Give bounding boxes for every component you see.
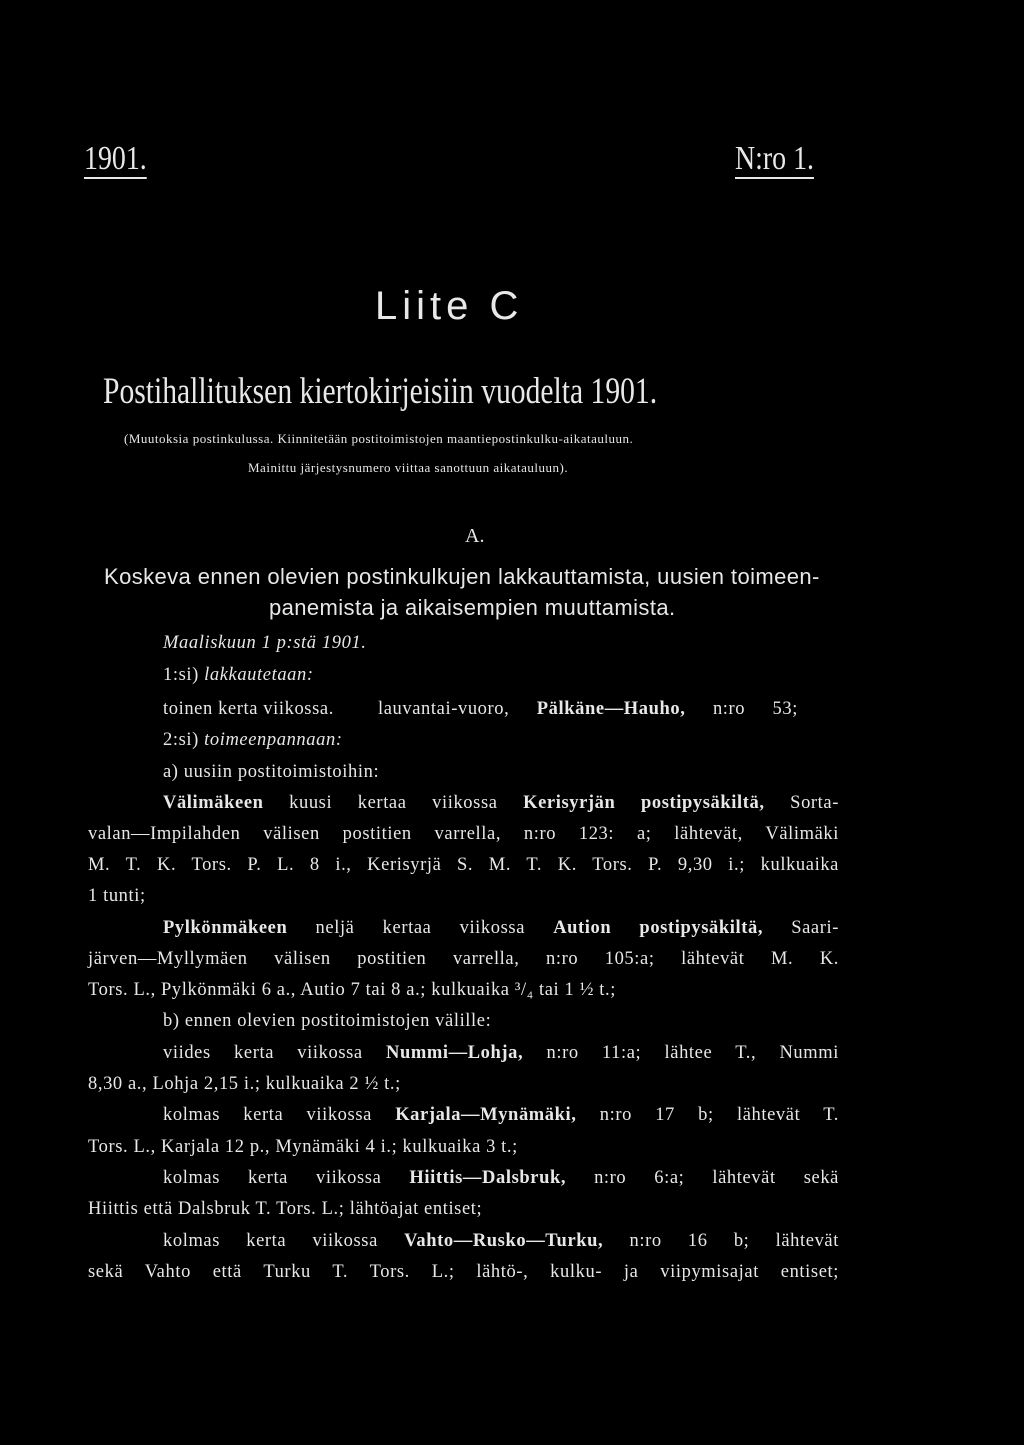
bold-text-segment: Hiittis—Dalsbruk, <box>409 1168 567 1188</box>
text-line <box>88 886 146 907</box>
section-heading-line-1: Koskeva ennen olevien postinkulkujen lakkauttamista, uusien toimeen- <box>104 564 820 589</box>
header-year: 1901. <box>84 140 147 177</box>
header-number: N:ro 1. <box>735 140 814 177</box>
note-line-1: (Muutoksia postinkulussa. Kiinnitetään postitoimistojen maantiepostinkulku-aikatauluun. <box>124 431 634 446</box>
note-line-2: Mainittu järjestysnumero viittaa sanottuun aikatauluun). <box>248 460 569 475</box>
section-date: Maaliskuun 1 p:stä 1901. <box>163 633 367 653</box>
bold-text-segment: Karjala—Mynämäki, <box>395 1105 577 1125</box>
text-segment: valan—Impilahden välisen postitien varrella, n:ro 123: a; lähtevät, Välimäki <box>88 824 839 844</box>
text-segment: n:ro 53; <box>685 699 799 719</box>
bold-text-segment: Vahto—Rusko—Turku, <box>404 1231 604 1251</box>
text-segment: neljä kertaa viikossa <box>287 918 554 938</box>
text-segment: M. T. K. Tors. P. L. 8 i., Kerisyrjä S. M. T. K. Tors. P. 9,30 i.; kulkuaika <box>88 855 839 875</box>
text-segment: n:ro 6:a; lähtevät sekä <box>566 1168 839 1188</box>
text-segment: sekä Vahto että Turku T. Tors. L.; lähtö-, kulku- ja viipymisajat entiset; <box>88 1262 839 1282</box>
text-line <box>378 699 798 720</box>
text-line <box>163 762 379 783</box>
text-segment: 1 tunti; <box>88 886 146 906</box>
text-segment: Tors. L., Pylkönmäki 6 a., Autio 7 tai 8 a.; kulkuaika ³/₄ tai 1 ½ t.; <box>88 980 616 1000</box>
text-line <box>163 1011 491 1032</box>
text-segment: n:ro 16 b; lähtevät <box>603 1231 839 1251</box>
text-line <box>163 1043 839 1064</box>
text-segment: n:ro 11:a; lähtee T., Nummi <box>523 1043 839 1063</box>
text-line <box>88 1199 482 1220</box>
text-line <box>163 793 839 814</box>
text-segment: a) uusiin postitoimistoihin: <box>163 762 380 782</box>
bold-text-segment: Välimäkeen <box>163 793 264 813</box>
text-line <box>88 1137 518 1158</box>
text-segment: toimeenpannaan: <box>204 730 343 750</box>
text-segment: 2:si) <box>163 730 205 750</box>
appendix-title: Liite C <box>375 284 524 328</box>
text-segment: kolmas kerta viikossa <box>163 1168 410 1188</box>
text-line <box>163 918 839 939</box>
text-segment: järven—Myllymäen välisen postitien varrella, n:ro 105:a; lähtevät M. K. <box>88 949 839 969</box>
text-line <box>88 1074 401 1095</box>
text-segment: Tors. L., Karjala 12 p., Mynämäki 4 i.; kulkuaika 3 t.; <box>88 1137 518 1157</box>
text-segment: 8,30 a., Lohja 2,15 i.; kulkuaika 2 ½ t.; <box>88 1074 401 1094</box>
text-segment: viides kerta viikossa <box>163 1043 386 1063</box>
text-line <box>88 824 839 845</box>
text-segment: toinen kerta viikossa. <box>163 699 334 719</box>
document-subtitle: Postihallituksen kiertokirjeisiin vuodelta 1901. <box>103 371 658 412</box>
bold-text-segment: Aution postipysäkiltä, <box>553 918 764 938</box>
text-line <box>163 730 343 751</box>
text-segment: n:ro 17 b; lähtevät T. <box>576 1105 839 1125</box>
bold-text-segment: Kerisyrjän postipysäkiltä, <box>523 793 765 813</box>
text-line <box>163 665 314 686</box>
section-letter: A. <box>465 525 485 547</box>
text-segment: Saari- <box>763 918 839 938</box>
text-segment: lakkautetaan: <box>204 665 314 685</box>
text-line <box>163 1231 839 1252</box>
text-segment: 1:si) <box>163 665 205 685</box>
text-line <box>88 949 839 970</box>
text-segment: Sorta- <box>764 793 839 813</box>
text-line <box>88 855 839 876</box>
section-heading-line-2: panemista ja aikaisempien muuttamista. <box>269 595 676 620</box>
text-segment: Hiittis että Dalsbruk T. Tors. L.; lähtöajat entiset; <box>88 1199 483 1219</box>
text-segment: kuusi kertaa viikossa <box>263 793 524 813</box>
text-line <box>163 699 334 720</box>
text-line <box>163 1168 839 1189</box>
text-segment: kolmas kerta viikossa <box>163 1231 405 1251</box>
bold-text-segment: Nummi—Lohja, <box>386 1043 524 1063</box>
text-segment: b) ennen olevien postitoimistojen välille: <box>163 1011 492 1031</box>
text-line <box>88 980 616 1001</box>
text-line <box>163 1105 839 1126</box>
bold-text-segment: Pälkäne—Hauho, <box>536 699 686 719</box>
text-segment: lauvantai-vuoro, <box>378 699 537 719</box>
text-segment: kolmas kerta viikossa <box>163 1105 396 1125</box>
text-line <box>88 1262 839 1283</box>
bold-text-segment: Pylkönmäkeen <box>163 918 288 938</box>
